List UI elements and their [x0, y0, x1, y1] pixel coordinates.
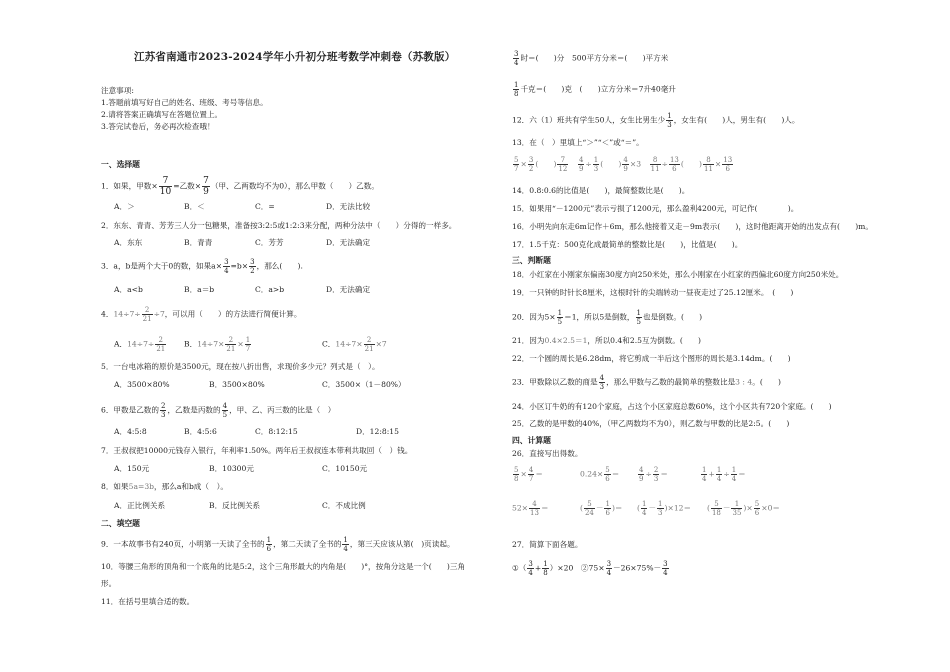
notes-heading: 注意事项:: [101, 86, 134, 95]
option-a[interactable]: A．4:5:8: [114, 427, 147, 436]
section-choice: 一、选择题: [101, 160, 140, 169]
calc-expr: ( $\frac{5}{18}$ － $\frac{1}{35}$ )× $\frac{5}{6}$ ×0＝: [707, 500, 780, 517]
question-22: 22．一个圆的周长是6.28dm，将它剪成一半后这个图形的周长是3.14dm。( ): [512, 354, 791, 363]
option-b[interactable]: B．4:5:6: [184, 427, 217, 436]
question-21: 21．因为0.4×2.5＝1，所以0.4和2.5互为倒数。( ): [512, 336, 702, 345]
option-c[interactable]: C．10150元: [322, 464, 368, 473]
calc-expr: 0.24× $\frac{5}{6}$ ＝: [580, 466, 620, 483]
option-d[interactable]: D．无法确定: [326, 285, 371, 294]
option-b[interactable]: B．a＝b: [184, 285, 215, 294]
option-a[interactable]: A．3500×80%: [114, 380, 170, 389]
q11-line-2: $\frac{1}{8}$ 千克＝( )克 ( )立方分米＝7升40毫升: [514, 81, 676, 98]
note-item: 1.答题前填写好自己的姓名、班级、考号等信息。: [101, 98, 268, 107]
calc-expr: $\frac{5}{8}$ × $\frac{4}{7}$ ＝: [514, 466, 543, 483]
option-c[interactable]: C．不成比例: [322, 501, 366, 510]
section-calc: 四、计算题: [512, 436, 551, 445]
question-3: 3．a，b是两个大于0的数，如果a× $\frac{3}{4}$ =b× $\frac{3}{2}$ ，那么( ).: [101, 258, 303, 275]
calc-expr: $\frac{4}{9}$ ÷ $\frac{2}{3}$ ＝: [639, 466, 668, 483]
option-b[interactable]: B．3500×80%: [209, 380, 265, 389]
calc-expr: ( $\frac{5}{24}$ － $\frac{1}{6}$ )＝: [580, 500, 623, 517]
option-d[interactable]: D．12:8:15: [356, 427, 399, 436]
option-b[interactable]: B．青青: [184, 238, 213, 247]
question-24: 24．小区订牛奶的有120个家庭，占这个小区家庭总数60%，这个小区共有720个家庭。( ): [512, 402, 832, 411]
note-item: 3.答完试卷后，务必再次检查哦！: [101, 122, 215, 131]
calc-expr: ( $\frac{1}{4}$ － $\frac{1}{3}$ )×12＝: [637, 500, 692, 517]
question-23: 23．甲数除以乙数的商是 $\frac{4}{3}$ ，那么甲数与乙数的最简单的整数比是3 : 4。( ): [512, 374, 781, 391]
question-8: 8．如果5a=3b，那么a和b成（ ）。: [101, 482, 228, 491]
option-c[interactable]: C．3500×（1－80%）: [322, 380, 406, 389]
question-27: 27．简算下面各题。: [512, 540, 583, 549]
option-b[interactable]: B．14÷7× $\frac{2}{21}$ × $\frac{1}{7}$: [184, 336, 251, 353]
compare-item: $\frac{5}{7}$ × $\frac{3}{2}$ ( ) $\frac{7}{12}$ $\frac{4}{9}$ ÷ $\frac{1}{3}$ ( ) $\frac{4}{9}$ ×3 $\frac{8}{11}$ ÷ $\frac{13}{6}$ ( ) $\frac{8}{11}$ × $\frac{13}{6}$: [514, 156, 733, 173]
question-9: 9．一本故事书有240页，小明第一天读了全书的 $\frac{1}{6}$ ，第二天读了全书的 $\frac{1}{4}$ ，第三天应该从第( )页读起。: [101, 536, 455, 553]
option-c[interactable]: C．a>b: [255, 285, 285, 294]
option-b[interactable]: B．10300元: [209, 464, 254, 473]
question-16: 16．小明先向东走6m记作＋6m，那么他接着又走－9m表示( )，这时他距离开始的出发点有( )m。: [512, 222, 873, 231]
question-17: 17．1.5千克：500克化成最简单的整数比是( )，比值是( )。: [512, 240, 743, 249]
question-5: 5．一台电冰箱的原价是3500元，现在按八折出售，求现价多少元？列式是（ ）。: [101, 362, 380, 371]
question-11: 11．在括号里填合适的数。: [101, 597, 195, 606]
option-b[interactable]: B．反比例关系: [209, 501, 261, 510]
section-judge: 三、判断题: [512, 256, 551, 265]
question-27-items: ①（ $\frac{3}{4}$ + $\frac{1}{8}$ ）×20 ②75× $\frac{3}{4}$ －26×75%－ $\frac{3}{4}$: [512, 560, 668, 577]
page-title: 江苏省南通市2023-2024学年小升初分班考数学冲刺卷（苏教版）: [134, 51, 456, 63]
calc-expr: $\frac{1}{4}$ + $\frac{1}{4}$ ÷ $\frac{1}{4}$ ＝: [702, 466, 746, 483]
question-19: 19．一只钟的时针长8厘米，这根时针的尖端转动一昼夜走过了25.12厘米。 ( ): [512, 288, 794, 297]
question-12: 12．六（1）班共有学生50人，女生比男生少 $\frac{1}{3}$ ，女生有( )人，男生有( )人。: [512, 112, 800, 129]
question-14: 14．0.8:0.6的比值是( )，最简整数比是( )。: [512, 186, 690, 195]
option-a[interactable]: A．东东: [114, 238, 143, 247]
section-fill: 二、填空题: [101, 519, 140, 528]
question-20: 20．因为5× $\frac{1}{5}$ ＝1，所以5是倒数， $\frac{1}{5}$ 也是倒数。( ): [512, 309, 703, 326]
question-4: 4．14÷7÷ $\frac{2}{21}$ ÷7，可以用（ ）的方法进行简便计算。: [101, 306, 302, 323]
question-10: 10．等腰三角形的顶角和一个底角的比是5:2，这个三角形最大的内角是( )°，按角分这是一个( )三角: [101, 562, 466, 571]
q11-line-1: $\frac{3}{4}$ 时＝( )分 500平方分米＝( )平方米: [514, 50, 669, 67]
option-d[interactable]: D．无法比较: [326, 202, 371, 211]
option-a[interactable]: A．a<b: [114, 285, 143, 294]
option-a[interactable]: A．150元: [114, 464, 150, 473]
question-2: 2．东东、青青、芳芳三人分一包糖果，准备按3:2:5或1:2:3来分配，两种分法中（ ）分得的一样多。: [101, 221, 457, 230]
option-c[interactable]: C．14÷7× $\frac{2}{21}$ ×7: [322, 336, 387, 353]
question-7: 7．王叔叔把10000元钱存入银行，年利率1.50%。两年后王叔叔连本带利共取回（ ）钱。: [101, 446, 413, 455]
question-18: 18．小红家在小刚家东偏南30度方向250米处，那么小刚家在小红家的西偏北60度方向250米处。: [512, 270, 844, 279]
option-a[interactable]: A．＞: [114, 202, 135, 211]
option-c[interactable]: C．芳芳: [255, 238, 284, 247]
option-a[interactable]: A．正比例关系: [114, 501, 166, 510]
question-6: 6．甲数是乙数的 $\frac{2}{3}$ ，乙数是丙数的 $\frac{4}{5}$ ，甲、乙、丙三数的比是（ ）: [101, 402, 336, 419]
question-1: 1．如果，甲数× $\frac{7}{10}$ =乙数× $\frac{7}{9}$ （甲、乙两数均不为0），那么甲数（ ）乙数。: [101, 176, 379, 197]
question-15: 15．如果用“－1200元”表示亏损了1200元，那么盈利4200元，可记作( )。: [512, 204, 799, 213]
option-c[interactable]: C．8:12:15: [255, 427, 298, 436]
question-10-cont: 形。: [101, 579, 117, 588]
calc-expr: 52× $\frac{4}{13}$ ＝: [512, 500, 549, 517]
question-25: 25．乙数的是甲数的40%，（甲乙两数均不为0），则乙数与甲数的比是2:5。( ): [512, 419, 790, 428]
option-a[interactable]: A．14÷7÷ $\frac{2}{21}$: [114, 336, 166, 353]
question-26: 26．直接写出得数。: [512, 449, 583, 458]
option-d[interactable]: D．无法确定: [326, 238, 371, 247]
option-c[interactable]: C．=: [255, 202, 275, 211]
question-13: 13．在（ ）里填上“＞”“＜”或“＝”。: [512, 138, 644, 147]
option-b[interactable]: B．＜: [184, 202, 205, 211]
note-item: 2.请将答案正确填写在答题位置上。: [101, 110, 223, 119]
